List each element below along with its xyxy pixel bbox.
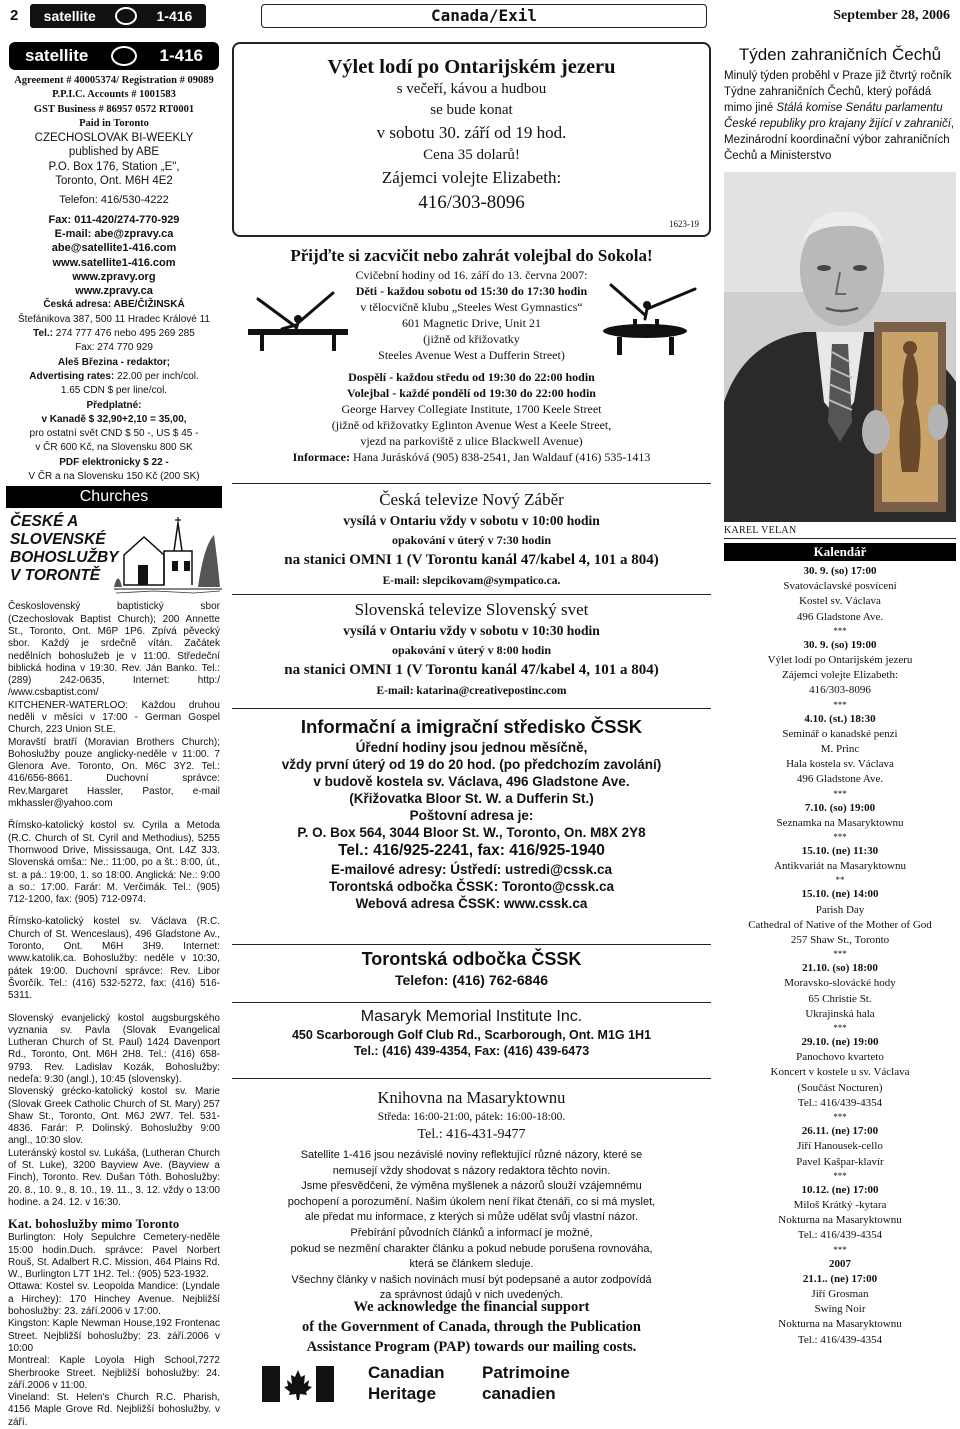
sokol-ad	[232, 245, 711, 483]
calendar-event-line: Pavel Kašpar-klavír	[796, 1155, 884, 1168]
cssk-phone: Tel.: 416/925-2241, fax: 416/925-1940	[338, 842, 605, 859]
church-entry: Československý baptistický sbor (Czechoslovak Baptist Church); 200 Annette St., Toronto, Ont. M6P 1P6. Zpívá pěvecký sbor. Každý je srdečně vítán. Začátek nedělních bohoslužeb je v 11:00. Středeční biblická hodina v 19:30. Rev. Ján Banko. Tel.: (289) 242-0635, Internet: http:/ /www.csbaptist.com/	[8, 601, 220, 699]
cruise-ad	[232, 42, 711, 237]
calendar-event-line: Tel.: 416/439-4354	[797, 1229, 883, 1242]
divider	[232, 944, 711, 945]
church-entry: Moravští bratří (Moravian Brothers Church); Bohoslužby pouze anglicky-neděle v 11:00. 7 Glenora Ave. Toronto, On. M6C 3Y2. Tel.: 416/656-8661. Duchovní správce: Rev.Margaret Hassler, Pastor, e-mail mkhassler@yahoo.com	[8, 736, 220, 810]
disclaimer-line: Přebírání původních článků a informací je možné,	[350, 1226, 593, 1239]
calendar-separator: ***	[833, 1112, 847, 1123]
calendar-event-line: Swing Noir	[814, 1303, 866, 1316]
church-entry: Luteránský kostol sv. Lukáša, (Lutheran Church of St. Luke), 3200 Bayview Ave. (Bayview a Finch), Toronto. Rev. Dušan Tóth. Bohoslužby: 20. 8., 10. 9., 8. 10., 19. 11., 3. 12. vždy o 13:00 hodine. a 24. 12. v 16:30.	[8, 1147, 220, 1208]
sokol-line: Steeles Avenue West a Dufferin Street)	[378, 348, 565, 362]
churches-bar: Churches	[6, 486, 222, 508]
globe-icon	[111, 46, 137, 66]
calendar-separator: **	[835, 875, 845, 886]
calendar-event-line: Miloš Krátký -kytara	[793, 1198, 887, 1211]
tv-email[interactable]: E-mail: slepcikovam@sympatico.ca.	[382, 575, 561, 587]
tv-line: opakování v úterý v 8:00 hodin	[391, 643, 552, 657]
calendar-event-date: 2007	[829, 1257, 851, 1270]
cruise-contact: Zájemci volejte Elizabeth:	[381, 168, 562, 187]
czech-phone: Tel.: 274 777 476 nebo 495 269 285	[33, 328, 195, 340]
disclaimer-line: ale předat mu informace, z kterých si může udělat svůj vlastní názor.	[304, 1211, 639, 1224]
library-title: Knihovna na Masaryktownu	[377, 1088, 566, 1107]
calendar-event-line: Cathedral of Native of the Mother of God	[748, 918, 932, 931]
branch-title: Torontská odbočka ČSSK	[361, 949, 582, 969]
masthead-website[interactable]: www.satellite1-416.com	[52, 256, 176, 269]
cssk-website[interactable]: Webová adresa ČSSK: www.cssk.ca	[355, 896, 588, 911]
cssk-email[interactable]: Torontská odbočka ČSSK: Toronto@cssk.ca	[329, 879, 614, 894]
subscription-line: pro ostatní svět CND $ 50 -, US $ 45 -	[29, 428, 199, 440]
calendar-event-date: 26.11. (ne) 17:00	[801, 1125, 879, 1138]
mmi-phone: Tel.: (416) 439-4354, Fax: (416) 439-6473	[353, 1044, 590, 1058]
church-entry: Vineland: St. Helen's Church R.C. Pharish, 4156 Maple Grove Rd. Nejbližší bohoslužby. v září.	[8, 1392, 220, 1428]
calendar-separator: ***	[833, 949, 847, 960]
church-entry: Kingston: Kaple Newman House,192 Frontenac Street. Nejbližší bohoslužby: 23. září.2006 v 10:00	[8, 1318, 220, 1354]
czech-fax: Fax: 274 770 929	[75, 342, 153, 354]
calendar-event-date: 15.10. (ne) 14:00	[801, 888, 879, 901]
subscription-line: PDF elektronicky $ 22 -	[59, 456, 169, 468]
header-logo-number: 1-416	[156, 8, 193, 24]
tv-station: na stanici OMNI 1 (V Torontu kanál 47/kabel 4, 101 a 804)	[284, 662, 659, 678]
subscription-line: v ČR 600 Kč, na Slovensku 800 SK	[35, 442, 193, 454]
cruise-date: v sobotu 30. září od 19 hod.	[376, 123, 567, 142]
masthead-line: Agreement # 40005374/ Registration # 09089	[14, 75, 214, 86]
church-entry: KITCHENER-WATERLOO: Každou druhou neděli v měsíci v 17:00 - German Gospel Church, 223 Union St.E.	[8, 699, 220, 736]
calendar-event-date: 7.10. (so) 19:00	[804, 801, 876, 814]
disclaimer-line: nemusejí vždy shodovat s názory redaktora těchto novin.	[332, 1164, 611, 1177]
calendar-separator: ***	[833, 625, 847, 636]
masthead-line: CZECHOSLOVAK BI-WEEKLY	[34, 132, 194, 145]
ack-line: Assistance Program (PAP) towards our mailing costs.	[306, 1339, 637, 1355]
issue-date: September 28, 2006	[833, 8, 950, 23]
right-column	[724, 42, 956, 1348]
masthead-line: Paid in Toronto	[79, 117, 149, 129]
tv-line: vysílá v Ontariu vždy v sobotu v 10:30 hodin	[343, 623, 600, 638]
portrait-image	[724, 172, 956, 522]
disclaimer-line: Všechny články v našich novinách musí být podepsané a autor zodpovídá	[291, 1273, 652, 1286]
heritage-english: Canadian Heritage	[368, 1363, 445, 1403]
tv-title: Slovenská televize Slovenský svet	[354, 600, 589, 619]
calendar-event-line: Zájemci volejte Elizabeth:	[781, 669, 899, 682]
calendar-event-line: Seznamka na Masaryktownu	[776, 816, 904, 829]
heritage-french: Patrimoine canadien	[482, 1363, 570, 1403]
sokol-line: 601 Magnetic Drive, Unit 21	[402, 316, 541, 330]
cssk-line: v budově kostela sv. Václava, 496 Gladstone Ave.	[313, 774, 630, 789]
disclaimer-line: za správnost údajů v nich uvedených.	[379, 1289, 564, 1302]
tv-line: opakování v úterý v 7:30 hodin	[391, 533, 552, 547]
library-ad	[232, 1087, 711, 1145]
slovak-tv-ad	[232, 599, 711, 701]
cssk-email[interactable]: E-mailové adresy: Ústředí: ustredi@cssk.ca	[330, 862, 613, 877]
divider	[232, 594, 711, 595]
calendar-event-line: 496 Gladstone Ave.	[796, 773, 884, 786]
divider	[232, 1002, 711, 1003]
masthead-email[interactable]: abe@satellite1-416.com	[51, 242, 177, 255]
calendar-separator: ***	[833, 699, 847, 710]
ack-line: We acknowledge the financial support	[353, 1299, 590, 1315]
czech-address-title: Česká adresa: ABE/ČIŽINSKÁ	[43, 299, 185, 311]
calendar-event-line: Tel.: 416/439-4354	[797, 1333, 883, 1346]
calendar-event-line: 257 Shaw St., Toronto	[790, 934, 890, 947]
masthead-line: GST Business # 86957 0572 RT0001	[33, 103, 195, 115]
article-text: Minulý týden proběhl v Praze již čtvrtý ročník Týdne zahraničních Čechů, který pořádá mimo jiné Stálá komise Senátu parlamentu České republiky pro krajany žijící v zahraničí, Mezinárodní koordinační výbor zahraničních Čechů a Ministerstvo	[724, 70, 955, 162]
divider	[232, 483, 711, 484]
calendar-event-line: Hala kostela sv. Václava	[786, 758, 894, 771]
tv-email[interactable]: E-mail: katarina@creativepostinc.com	[376, 685, 567, 697]
page-header	[6, 3, 956, 29]
gymnast-beam-illustration	[238, 279, 356, 351]
masaryk-institute-ad	[232, 1007, 711, 1059]
subscription-line: V ČR a na Slovensku 150 Kč (200 SK)	[28, 471, 200, 483]
disclaimer-line: pochopení a porozumění. Našim úkolem není říkat čtenáři, co si má myslet,	[287, 1195, 656, 1208]
ad-code: 1623-19	[669, 219, 699, 229]
ack-line: of the Government of Canada, through the Publication	[302, 1319, 641, 1335]
cssk-line: vždy první úterý od 19 do 20 hod. (po předchozím zavolání)	[281, 757, 662, 772]
globe-icon	[115, 7, 137, 25]
calendar-event-line: Jiří Hanousek-cello	[797, 1140, 883, 1153]
calendar-event-date: 29.10. (ne) 19:00	[801, 1036, 879, 1049]
tv-line: vysílá v Ontariu vždy v sobotu v 10:00 hodin	[343, 513, 600, 528]
calendar-event-date: 30. 9. (so) 19:00	[803, 638, 877, 651]
sokol-line: (jižně od křižovatky Eglinton Avenue West a Keele Street,	[331, 418, 612, 432]
masthead-line: P.P.I.C. Accounts # 1001583	[52, 89, 176, 101]
photo-caption: KAREL VELAN	[724, 525, 956, 539]
church-entry: Montreal: Kaple Loyola High School,7272 Sherbrooke Street. Nejbližší bohoslužby: 24. září.2006 v 11:00.	[8, 1355, 220, 1391]
masthead-line: Toronto, Ont. M6H 4E2	[55, 175, 173, 188]
cssk-title: Informační a imigrační středisko ČSSK	[300, 716, 643, 737]
calendar-event-line: 416/303-8096	[809, 684, 871, 697]
ad-rates-line: 1.65 CDN $ per line/col.	[60, 385, 168, 397]
calendar-event-line: M. Princ	[820, 743, 860, 756]
disclaimer	[232, 1148, 711, 1304]
calendar-separator: ***	[833, 832, 847, 843]
calendar-separator: ***	[833, 1244, 847, 1255]
section-title: Canada/Exil	[261, 4, 707, 28]
tv-title: Česká televize Nový Záběr	[379, 490, 564, 509]
canadian-flag-icon	[262, 1366, 334, 1402]
church-entry: Slovenský grécko-katolický kostol sv. Marie (Slovak Greek Catholic Church of St. Mary) 257 Shaw St., Toronto, Ont. M6J 2W7. Tel. 531-4836. Farár: P. Dolinský. Bohoslužby 9:00 angl., 10:30 slov.	[8, 1086, 220, 1147]
calendar-event-line: Antikvariát na Masaryktownu	[774, 860, 906, 873]
calendar-event-line: Koncert v kostele u sv. Václava	[770, 1066, 910, 1079]
divider	[232, 708, 711, 709]
masthead-fax: Fax: 011-420/274-770-929	[48, 213, 180, 226]
calendar-event-date: 15.10. (ne) 11:30	[801, 845, 879, 858]
mmi-title: Masaryk Memorial Institute Inc.	[360, 1008, 583, 1025]
subscription-line: v Kanadě $ 32,90+2,10 = 35,00,	[41, 413, 187, 425]
sokol-title: Přijďte si zacvičit nebo zahrát volejbal do Sokola!	[290, 246, 653, 265]
article-title: Týden zahraničních Čechů	[738, 45, 942, 64]
left-column	[6, 42, 222, 1428]
church-entry: Burlington: Holy Sepulchre Cemetery-neděle 15:00 hodin.Duch. správce: Pavel Norbert Rouš, St. Adalbert R.C. Mission, 464 Plains Rd. W., Burlington L7T 1H2. Tel.: (905) 523-1932.	[8, 1232, 220, 1281]
mmi-address: 450 Scarborough Golf Club Rd., Scarborough, Ont. M1G 1H1	[291, 1028, 652, 1042]
cruise-line: s večeří, kávou a hudbou	[396, 81, 547, 97]
calendar-event-date: 4.10. (st.) 18:30	[804, 712, 876, 725]
editor: Aleš Březina - redaktor;	[57, 356, 171, 368]
masthead	[6, 74, 222, 484]
masthead-logo-text: satellite	[25, 46, 89, 65]
masthead-website[interactable]: www.zpravy.org	[72, 270, 156, 283]
churches-list	[6, 601, 222, 1429]
sokol-line: Volejbal - každé pondělí od 19:30 do 22:00 hodin	[347, 386, 596, 400]
calendar-separator: ***	[833, 788, 847, 799]
catholic-services-title: Kat. bohoslužby mimo Toronto	[8, 1217, 180, 1232]
calendar-list	[724, 564, 956, 1348]
sokol-line: Cvičební hodiny od 16. září do 13. června 2007:	[355, 268, 588, 282]
church-entry: Slovenský evanjelický kostol augsburgského vyznania sv. Pavla (Slovak Evangelical Lutheran Church of St. Paul) 1424 Davenport Rd., Toronto, Ont. M6H 2H8. Tel.: (416) 658-9793. Rev. Ladislav Kozák, Bohoslužby: nedeľa: 9:30 (angl.), 10:45 (slovensky).	[8, 1012, 220, 1085]
calendar-event-line: (Součást Nocturen)	[797, 1081, 883, 1094]
sokol-line: vjezd na parkoviště z ulice Blackwell Avenue)	[360, 434, 583, 448]
masthead-phone: Telefon: 416/530-4222	[59, 194, 169, 207]
calendar-separator: ***	[833, 1170, 847, 1181]
tv-station: na stanici OMNI 1 (V Torontu kanál 47/kabel 4, 101 a 804)	[284, 552, 659, 568]
calendar-event-line: Nokturna na Masaryktownu	[778, 1318, 902, 1331]
calendar-event-line: Nokturna na Masaryktownu	[778, 1214, 902, 1227]
disclaimer-line: Jsme přesvědčeni, že výměna myšlenek a názorů slouží vzájemnému	[301, 1180, 642, 1193]
calendar-event-line: Svatováclavské posvícení	[783, 580, 897, 593]
disclaimer-line: pokud se nezmění charakter článku a pokud nebude porušena rovnováha,	[290, 1242, 653, 1255]
churches-header	[6, 513, 222, 601]
sokol-line: Děti - každou sobotu od 15:30 do 17:30 hodin	[355, 284, 588, 298]
calendar-separator: ***	[833, 1023, 847, 1034]
calendar-event-date: 21.10. (so) 18:00	[802, 962, 878, 975]
calendar-event-line: Výlet lodí po Ontarijském jezeru	[767, 654, 913, 667]
calendar-event-line: 496 Gladstone Ave.	[796, 610, 884, 623]
cruise-title: Výlet lodí po Ontarijském jezeru	[327, 56, 616, 78]
calendar-event-line: 65 Christie St.	[808, 992, 872, 1005]
czech-address: Štefánikova 387, 500 11 Hradec Králové 11	[18, 313, 210, 325]
church-illustration	[114, 515, 222, 595]
masthead-line: published by ABE	[68, 146, 160, 159]
subscription-title: Předplatné:	[86, 399, 142, 411]
cssk-line: P. O. Box 564, 3044 Bloor St. W., Toronto, On. M8X 2Y8	[297, 825, 646, 840]
cssk-line: Poštovní adresa je:	[409, 808, 534, 823]
calendar-event-line: Kostel sv. Václava	[799, 595, 881, 608]
canadian-heritage-logo	[262, 1362, 682, 1406]
calendar-event-date: 10.12. (ne) 17:00	[801, 1183, 879, 1196]
sokol-line: George Harvey Collegiate Institute, 1700 Keele Street	[341, 402, 602, 416]
header-logo-text: satellite	[43, 8, 96, 24]
library-phone: Tel.: 416-431-9477	[417, 1127, 526, 1142]
calendar-event-line: Panochovo kvarteto	[796, 1051, 884, 1064]
sokol-info: Informace: Hana Juráskóvá (905) 838-2541, Jan Waldauf (416) 535-1413	[292, 450, 651, 464]
library-hours: Středa: 16:00-21:00, pátek: 16:00-18:00.	[377, 1111, 566, 1123]
calendar-event-line: Seminář o kanadské penzi	[782, 727, 898, 740]
cssk-line: (Křižovatka Bloor St. W. a Dufferin St.)	[349, 791, 594, 806]
calendar-event-line: Moravsko-slovácké hody	[784, 977, 896, 990]
cruise-phone: 416/303-8096	[418, 192, 525, 213]
page-number: 2	[10, 7, 19, 24]
church-entry: Římsko-katolický kostol sv. Cyrila a Metoda (R.C. Church of St. Cyril and Methodius), 5255 Thornwood Drive, Mississauga, Ont. L4Z 3J3. Slovenská omša:: Ne.: 11:00, po a št.: 8:00, út., st. a pá.: 19:00, 1. so 18:00. Anglická: Ne.: 9:00 a so.: 17:00. Farár: M. Verčimák. Tel.: (905) 712-1200, fax: (905) 712-0974.	[8, 820, 220, 906]
branch-phone: Telefon: (416) 762-6846	[394, 972, 549, 988]
disclaimer-line: Satellite 1-416 jsou nezávislé noviny reflektující různé názory, které se	[300, 1149, 643, 1161]
toronto-branch-ad	[232, 948, 711, 990]
calendar-event-line: Parish Day	[815, 903, 865, 916]
masthead-email[interactable]: E-mail: abe@zpravy.ca	[54, 227, 174, 240]
cruise-line: se bude konat	[430, 102, 513, 118]
sokol-line: Dospělí - každou středu od 19:30 do 22:00 hodin	[348, 370, 595, 384]
calendar-event-date: 30. 9. (so) 17:00	[803, 565, 877, 577]
calendar-event-date: 21.1.. (ne) 17:00	[802, 1272, 878, 1285]
calendar-event-line: Ukrajinská hala	[805, 1007, 875, 1020]
divider	[232, 1078, 711, 1079]
czech-tv-ad	[232, 489, 711, 591]
masthead-website[interactable]: www.zpravy.ca	[75, 285, 153, 298]
masthead-logo	[9, 42, 219, 70]
header-logo	[30, 4, 206, 28]
karel-velan-photo	[724, 172, 956, 522]
calendar-title: Kalendář	[724, 543, 956, 561]
ad-rates: Advertising rates: 22.00 per inch/col.	[29, 370, 199, 382]
sokol-line: v tělocvičně klubu „Steeles West Gymnastics“	[360, 300, 583, 314]
masthead-logo-number: 1-416	[159, 46, 203, 65]
disclaimer-line: která se článkem sleduje.	[409, 1258, 534, 1271]
church-entry: Ottawa: Kostel sv. Leopolda Mandice: (Lyndale a Hirchey): 170 Hinchey Avenue. Nejbližší bohoslužby: 23. září.2006 v 17:00.	[8, 1281, 220, 1318]
funding-acknowledgement	[232, 1297, 711, 1357]
sokol-line: (jižně od křižovatky	[423, 332, 520, 346]
gymnast-horse-illustration	[595, 275, 705, 355]
cssk-line: Úřední hodiny jsou jednou měsíčně,	[355, 740, 588, 755]
cruise-price: Cena 35 dolarů!	[423, 147, 520, 163]
masthead-line: P.O. Box 176, Station „E",	[48, 160, 180, 173]
church-entry: Římsko-katolický kostel sv. Václava (R.C. Church of St. Wenceslaus), 496 Gladstone Av., Toronto, Ont. M6H 3H9. Internet: www.katolik.ca. Bohoslužby: neděle v 10:30, pátek 19:00. Duchovní správce: Rev. Libor Švorčík. Tel.: (416) 532-5272, fax: (416) 516-5311.	[8, 916, 220, 1002]
calendar-event-line: Jiří Grosman	[811, 1287, 869, 1300]
cssk-ad	[232, 715, 711, 912]
churches-title: ČESKÉ A SLOVENSKÉ BOHOSLUŽBY V TORONTĚ	[10, 513, 119, 585]
calendar-event-line: Tel.: 416/439-4354	[797, 1096, 883, 1109]
